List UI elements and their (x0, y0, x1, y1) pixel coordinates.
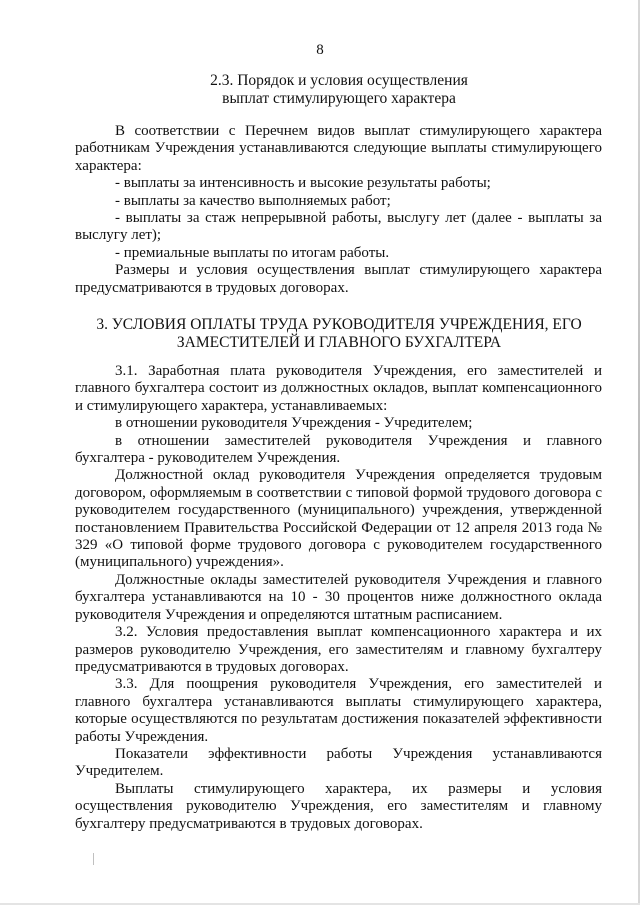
list-item: - выплаты за интенсивность и высокие результаты работы; (115, 175, 491, 192)
paragraph: Выплаты стимулирующего характера, их размеры и условия осуществления руководителю Учреждения, его заместителям и главному бухгалтеру предусматриваются в трудовых договорах. (75, 780, 602, 832)
paragraph: Должностной оклад руководителя Учреждения определяется трудовым договором, оформляемым в соответствии с типовой формой трудового договора с руководителем государственного (муниципального) учреждения, утвержденной постановлением Правительства Российской Федерации от 12 апреля 2013 года № 329 «О типовой форме трудового договора с руководителем государственного (муниципального) учреждения». (75, 467, 602, 571)
paragraph-intro: В соответствии с Перечнем видов выплат стимулирующего характера работникам Учреждения устанавливаются следующие выплаты стимулирующего характера: (75, 123, 602, 174)
paragraph-conclusion: Размеры и условия осуществления выплат стимулирующего характера предусматриваются в трудовых договорах. (75, 262, 602, 296)
paragraph: Должностные оклады заместителей руководителя Учреждения и главного бухгалтера устанавливаются на 10 - 30 процентов ниже должностного оклада руководителя Учреждения и определяются штатным расписанием. (75, 571, 602, 623)
paragraph: 3.1. Заработная плата руководителя Учреждения, его заместителей и главного бухгалтера состоит из должностных окладов, выплат компенсационного и стимулирующего характера, устанавливаемых: (75, 363, 602, 414)
paragraph: в отношении руководителя Учреждения - Учредителем; (115, 415, 473, 432)
paragraph: 3.3. Для поощрения руководителя Учреждения, его заместителей и главного бухгалтера устанавливаются выплаты стимулирующего характера, которые осуществляются по результатам достижения показателей эффективности работы Учреждения. (75, 676, 602, 745)
paragraph: в отношении заместителей руководителя Учреждения и главного бухгалтера - руководителем Учреждения. (75, 432, 602, 467)
paragraph: 3.2. Условия предоставления выплат компенсационного характера и их размеров руководителю Учреждения, его заместителям и главному бухгалтеру предусматриваются в трудовых договорах. (75, 624, 602, 675)
paragraph: Показатели эффективности работы Учреждения устанавливаются Учредителем. (75, 745, 602, 780)
section-heading-line-2: ЗАМЕСТИТЕЛЕЙ И ГЛАВНОГО БУХГАЛТЕРА (176, 334, 502, 351)
subsection-body (75, 123, 602, 297)
list-item: - выплаты за стаж непрерывной работы, выслугу лет (далее - выплаты за выслугу лет); (75, 210, 602, 244)
section-heading-line-1: 3. УСЛОВИЯ ОПЛАТЫ ТРУДА РУКОВОДИТЕЛЯ УЧРЕЖДЕНИЯ, ЕГО (96, 316, 582, 333)
list-item: - выплаты за качество выполняемых работ; (115, 192, 391, 209)
section-body (75, 363, 602, 833)
subsection-heading-line-1: 2.3. Порядок и условия осуществления (210, 72, 468, 89)
list-item: - премиальные выплаты по итогам работы. (115, 244, 390, 261)
page-number: 8 (316, 42, 324, 58)
section-heading (75, 316, 603, 352)
subsection-heading-line-2: выплат стимулирующего характера (222, 90, 456, 107)
subsection-heading (75, 72, 603, 108)
scan-mark (93, 853, 94, 865)
